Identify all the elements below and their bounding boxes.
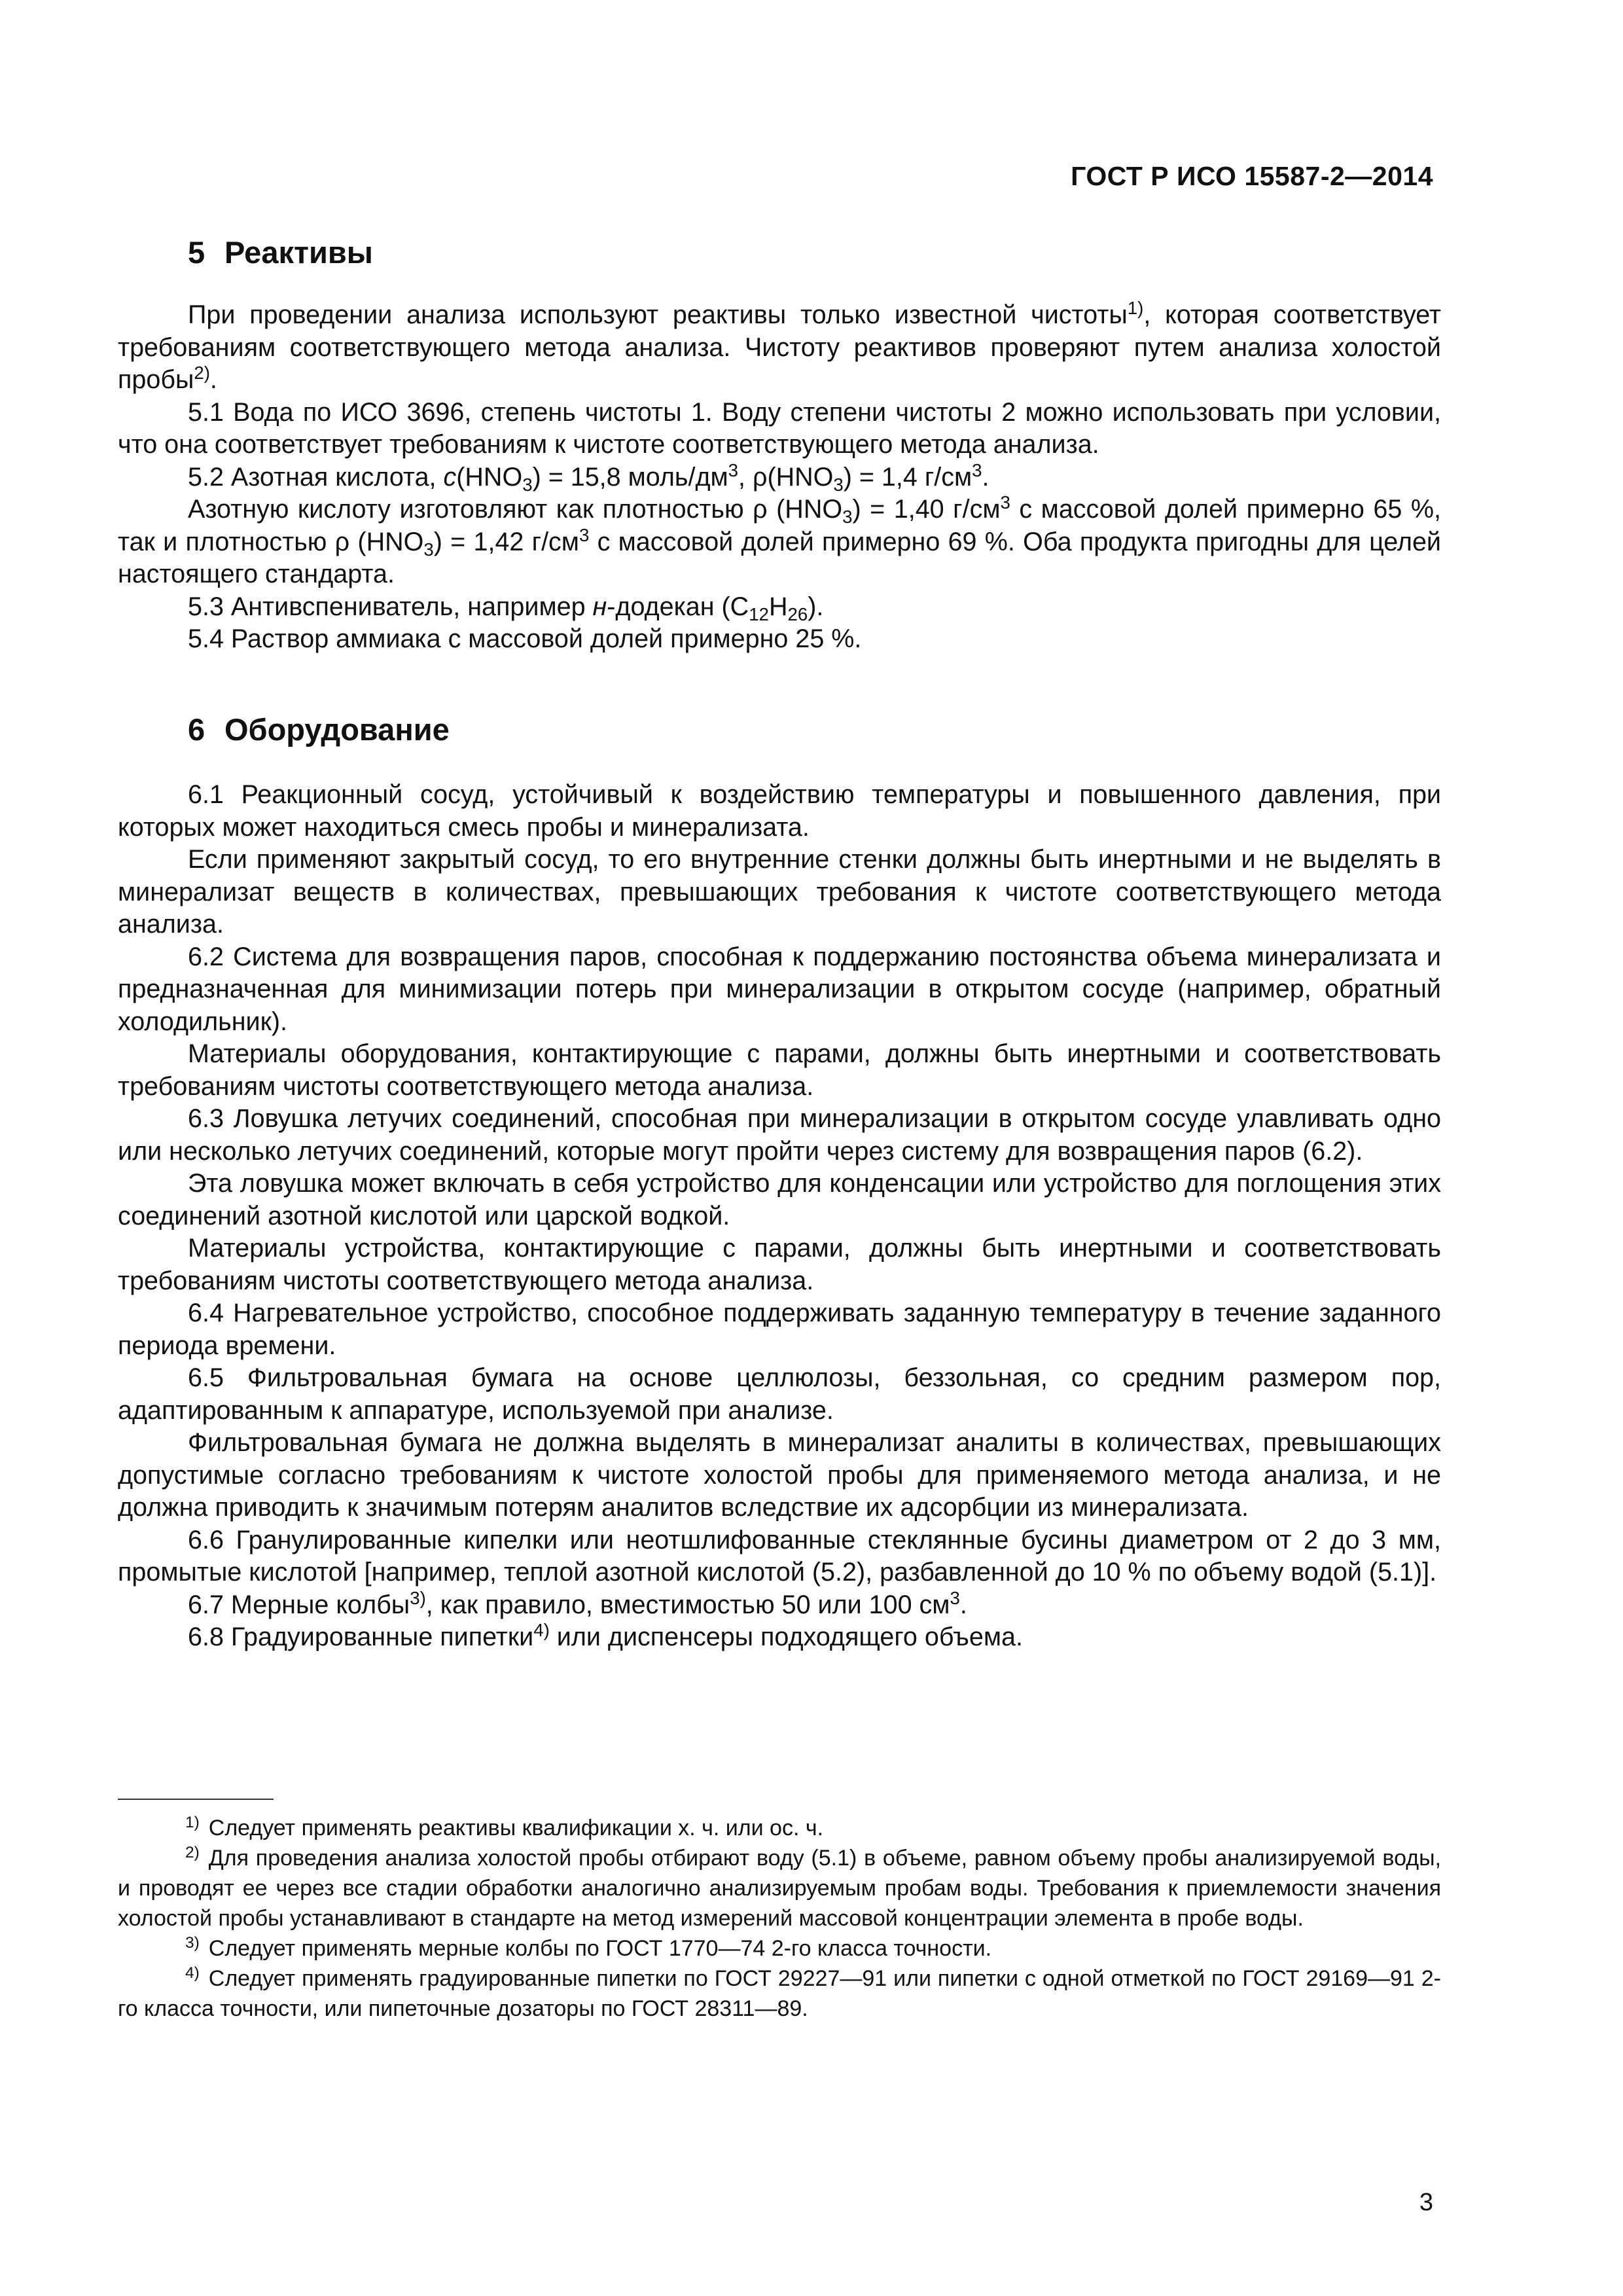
footnote-mark: 4): [185, 1964, 200, 1982]
superscript: 3: [579, 524, 590, 545]
paragraph: 6.3 Ловушка летучих соединений, способная при минерализации в открытом сосуде улавливать одно или несколько летучих соединений, которые могут пройти через систему для возвращения паров (6.2).: [118, 1104, 1441, 1166]
footnote-ref: 1): [1127, 298, 1144, 319]
paragraph: [118, 1589, 1441, 1622]
text: , которая соответствует требованиям соответствующего метода анализа. Чистоту реактивов проверяют путем анализа холостой пробы: [118, 300, 1442, 394]
text: .: [209, 365, 217, 394]
paragraph: 6.2 Система для возвращения паров, способная к поддержанию постоянства объема минерализата и предназначенная для минимизации потерь при минерализации в открытом сосуде (например, обратный холодильник).: [118, 942, 1441, 1036]
subscript: 12: [749, 603, 769, 624]
text: 6.8 Градуированные пипетки: [188, 1623, 534, 1651]
subscript: 3: [842, 507, 853, 528]
footnote-ref: 3): [410, 1587, 426, 1608]
section-6-body: [118, 779, 1441, 1654]
section-5-body: [118, 299, 1441, 656]
text: Азотную кислоту изготовляют как плотностью ρ (HNO: [188, 495, 843, 524]
footnote-ref: 2): [194, 363, 210, 384]
paragraph: [118, 461, 1441, 494]
paragraph: 6.5 Фильтровальная бумага на основе целлюлозы, беззольная, со средним размером пор, адаптированным к аппаратуре, используемой при анализе.: [118, 1363, 1441, 1425]
footnote-mark: 2): [185, 1843, 200, 1861]
footnotes: [118, 1813, 1441, 2024]
paragraph: Материалы оборудования, контактирующие с парами, должны быть инертными и соответствовать требованиям чистоты соответствующего метода анализа.: [118, 1039, 1441, 1101]
paragraph: [118, 591, 1441, 624]
text: (HNO: [456, 462, 523, 492]
footnote-text: Для проведения анализа холостой пробы отбирают воду (5.1) в объеме, равном объему пробы анализируемой воды, и проводят ее через все стадии обработки аналогично анализируемым пробам воды. Требования к приемлемости значения холостой пробы устанавливают в стандарте на метод измерений массовой концентрации элемента в пробе воды.: [118, 1846, 1441, 1931]
text: н: [592, 592, 607, 621]
text: 5.3 Антивспениватель, например: [188, 592, 593, 621]
superscript: 3: [950, 1587, 960, 1608]
paragraph: [118, 299, 1441, 397]
text: 5.2 Азотная кислота,: [188, 462, 444, 492]
paragraph: [118, 1621, 1441, 1654]
footnote-ref: 4): [533, 1620, 550, 1641]
paragraph: 5.4 Раствор аммиака с массовой долей примерно 25 %.: [188, 624, 862, 653]
footnote: [118, 1843, 1441, 1933]
text: ) = 1,40 г/см: [852, 495, 1001, 524]
footnote-separator: [118, 1799, 274, 1800]
text: H: [768, 592, 788, 621]
footnote-text: Следует применять реактивы квалификации х. ч. или ос. ч.: [208, 1816, 824, 1840]
text: , ρ(HNO: [738, 462, 834, 492]
subscript: 3: [522, 474, 533, 495]
footnote: [118, 1933, 1441, 1964]
footnote-mark: 3): [185, 1933, 200, 1952]
paragraph: 6.6 Гранулированные кипелки или неотшлифованные стеклянные бусины диаметром от 2 до 3 мм, промытые кислотой [например, теплой азотной кислотой (5.2), разбавленной до 10 % по объему водой (5.1)].: [118, 1525, 1441, 1587]
footnote-text: Следует применять мерные колбы по ГОСТ 1770—74 2-го класса точности.: [208, 1936, 992, 1961]
page-number: 3: [1419, 2189, 1433, 2216]
text: , как правило, вместимостью 50 или 100 см: [425, 1590, 950, 1619]
text: -додекан (C: [607, 592, 749, 621]
text: c: [443, 462, 457, 492]
footnote-text: Следует применять градуированные пипетки по ГОСТ 29227—91 или пипетки с одной отметкой по ГОСТ 29169—91 2-го класса точности, или пипеточные дозаторы по ГОСТ 28311—89.: [118, 1966, 1441, 2021]
section-5-heading: [188, 234, 373, 270]
text: .: [959, 1590, 967, 1619]
paragraph: 5.1 Вода по ИСО 3696, степень чистоты 1. Воду степени чистоты 2 можно использовать при условии, что она соответствует требованиям к чистоте соответствующего метода анализа.: [118, 397, 1441, 459]
paragraph: Материалы устройства, контактирующие с парами, должны быть инертными и соответствовать требованиям чистоты соответствующего метода анализа.: [118, 1234, 1441, 1295]
section-title: Оборудование: [224, 712, 450, 747]
text: ) = 1,42 г/см: [433, 527, 579, 556]
text: ) = 15,8 моль/дм: [532, 462, 728, 492]
paragraph: Эта ловушка может включать в себя устройство для конденсации или устройство для поглощения этих соединений азотной кислотой или царской водкой.: [118, 1169, 1441, 1230]
subscript: 3: [833, 474, 844, 495]
paragraph: [118, 493, 1441, 591]
footnote-mark: 1): [185, 1813, 200, 1831]
text: При проведении анализа используют реактивы только известной чистоты: [188, 300, 1128, 329]
text: 6.7 Мерные колбы: [188, 1590, 410, 1619]
paragraph: Если применяют закрытый сосуд, то его внутренние стенки должны быть инертными и не выделять в минерализат веществ в количествах, превышающих требования к чистоте соответствующего метода анализа.: [118, 845, 1441, 939]
section-6-heading: [188, 711, 450, 747]
text: ).: [808, 592, 824, 621]
footnote: [118, 1813, 1441, 1843]
superscript: 3: [728, 459, 739, 480]
paragraph: 6.1 Реакционный сосуд, устойчивый к воздействию температуры и повышенного давления, при которых может находиться смесь пробы и минерализата.: [118, 780, 1441, 842]
subscript: 3: [423, 539, 434, 560]
footnote: [118, 1964, 1441, 2024]
paragraph: 6.4 Нагревательное устройство, способное поддерживать заданную температуру в течение заданного периода времени.: [118, 1299, 1441, 1360]
text: ) = 1,4 г/см: [843, 462, 972, 492]
subscript: 26: [787, 603, 808, 624]
text: с массовой долей примерно 69 %. Оба продукта пригодны для целей настоящего стандарта.: [118, 527, 1441, 588]
text: с массовой долей примерно 65 %, так и плотностью ρ (HNO: [118, 495, 1442, 556]
standard-designation: ГОСТ Р ИСО 15587-2—2014: [1071, 161, 1433, 191]
paragraph: Фильтровальная бумага не должна выделять в минерализат аналиты в количествах, превышающих допустимые согласно требованиям к чистоте холостой пробы для применяемого метода анализа, и не должна приводить к значимым потерям аналитов вследствие их адсорбции из минерализата.: [118, 1428, 1441, 1522]
text: .: [982, 462, 990, 492]
text: или диспенсеры подходящего объема.: [549, 1623, 1023, 1651]
section-number: 5: [188, 235, 205, 270]
section-number: 6: [188, 712, 205, 747]
superscript: 3: [1000, 492, 1010, 513]
superscript: 3: [972, 459, 982, 480]
section-title: Реактивы: [224, 235, 373, 270]
